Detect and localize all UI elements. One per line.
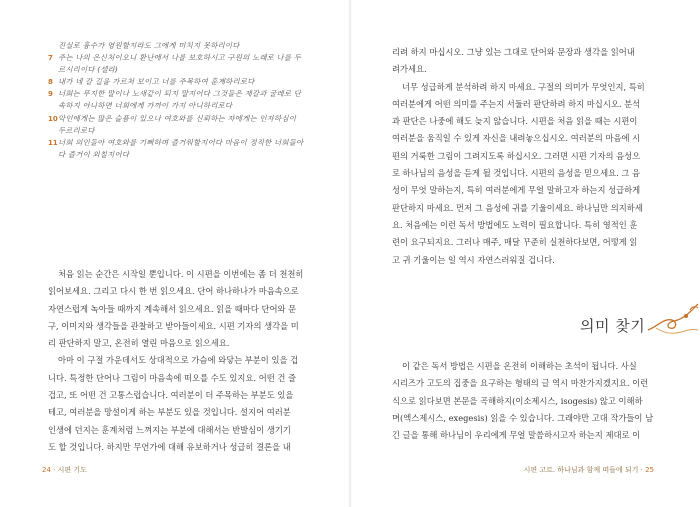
verse-text: 진실로 흉수가 영원할지라도 그에게 미치지 못하리이다 [58,41,240,50]
text-line: 리려 하지 마십시오. 그냥 있는 그대로 단어와 문장과 생각을 읽어내 [392,47,635,57]
text-line: 며(엑스제시스, exegesis) 읽을 수 있습니다. 그래야만 고대 작가들이 남 [392,412,654,423]
text-line: 읽어보세요. 그리고 다시 한 번 읽으세요. 단어 하나하나가 마음속으로 [48,286,299,297]
verse-text: 너희 의인들아 여호와를 기뻐하며 즐거워할지어다 마음이 정직한 너희들아 [58,137,304,147]
running-title: 시편 고르. 하나님과 함께 떠들에 되기 [523,466,639,474]
verse-number [48,125,58,137]
verse-text: 내가 네 갈 길을 가르쳐 보이고 너를 주목하여 훈계하리로다 [58,77,255,87]
text-line: 성이 무엇 말하는지, 특히 여러분에게 무얼 말하고자 하는지 성급하게 [392,185,641,196]
right-body-text-bottom [392,358,654,444]
text-line: 테고, 여러분을 망설이게 하는 부분도 있을 것입니다. 설지어 여러분 [48,407,291,418]
text-line: 겁고, 또 어떤 건 고통스럽습니다. 여러분이 더 주목하는 부분도 있을 [48,390,294,401]
verse-number [48,100,58,112]
verse-text: 악인에게는 많은 슬픔이 있으나 여호와를 신뢰하는 자에게는 인자하심이 [58,113,297,123]
text-line: 려가세요. [392,64,427,75]
verse-line [48,100,308,112]
verse-number: 10 [48,114,58,123]
text-line: 시리즈가 고도의 집중을 요구하는 형태의 글 역시 마찬가지겠지요. 이런 [392,378,649,389]
verse-number: 11 [48,138,58,147]
verse-number [48,40,58,52]
verse-line [48,137,308,149]
text-line: 자연스럽게 녹아들 때까지 계속해서 읽으세요. 읽을 때마다 단어와 문 [48,303,297,314]
verse-text: 다 즐거이 외칠지어다 [58,149,130,159]
verse-line [48,113,308,125]
text-line: 요. 처음에는 이런 독서 방법에도 노력이 필요합니다. 특히 영적인 훈 [392,219,638,230]
section-heading: 의미 찾기 [580,317,646,335]
verse-line [48,40,308,52]
right-folio: 시편 고르. 하나님과 함께 떠들에 되기 · 25 [523,466,654,474]
page-number: 25 [645,466,654,474]
verse-text: 두르리로다 [58,125,95,135]
text-line: 고 귀 기울이는 일 역시 자연스러워질 겁니다. [392,254,555,265]
text-line: 인생에 던지는 훈계처럼 느껴지는 부분에 대해서는 반발심이 생기기 [48,424,291,435]
text-line: 이 같은 독서 방법은 시편을 온전히 이해하는 초석이 됩니다. 사실 [402,361,637,371]
left-folio: 24 · 시편 기도 [42,466,87,474]
verse-line [48,149,308,161]
text-line: 판단하지 마세요. 먼저 그 음성에 귀를 기울이세요. 하나님만 의지하세 [392,202,643,213]
text-line: 처음 읽는 순간은 시작일 뿐입니다. 이 시편을 이번에는 좀 더 천천히 [58,269,304,279]
text-line: 로 하나님의 음성을 듣게 될 것입니다. 시편의 음성을 믿으세요. 그 음 [392,168,641,179]
text-line: 도 할 것입니다. 하지만 무언가에 대해 유보하거나 성급히 결론을 내 [48,441,291,452]
right-page [350,0,700,507]
left-body-text [48,266,308,456]
verse-number [48,149,58,161]
verse-text: 속하지 아니하면 너희에게 가까이 가지 아니하리로다 [58,101,233,111]
verse-line [48,125,308,137]
text-line: 여러분에게 어떤 의미를 주는지 서둘러 판단하려 하지 마십시오. 분석 [392,98,641,109]
flourish-ornament-icon [646,300,700,340]
verse-number: 8 [48,78,53,87]
text-line: 식으로 읽다보면 본문을 곡해하지(이소제시스, isogesis) 않고 이해하 [392,395,643,406]
verse-number: 9 [48,90,53,99]
verse-number [48,64,58,76]
verse-line [48,52,308,64]
verse-number: 7 [48,54,53,63]
page-number: 24 [42,466,51,474]
verse-text: 르시리이다 (셀라) [58,65,119,75]
verse-text: 주는 나의 은신처이오니 환난에서 나를 보호하시고 구원의 노래로 나를 두 [58,53,302,63]
verse-text: 너희는 무지한 말이나 노새같이 되지 말지어다 그것들은 재갈과 굴레로 단 [58,89,302,99]
text-line: 너무 성급하게 분석하려 하지 마세요. 구절의 의미가 무엇인지, 특히 [402,81,645,92]
text-line: 여러분을 움직일 수 있게 자신을 내려놓으십시오. 여러분의 마음에 시 [392,133,641,144]
text-line: 과 판단은 나중에 해도 늦지 않습니다. 시편을 처음 읽을 때는 시편이 [392,116,638,127]
text-line: 련이 요구되지요. 그러나 매주, 매달 꾸준히 실천하다보면, 어떻게 읽 [392,237,638,248]
text-line: 리 판단하지 말고, 온전히 열린 마음으로 읽으세요. [48,338,230,349]
verse-line [48,76,308,88]
right-body-text-top [392,44,654,269]
text-line: 긴 글을 통해 하나님이 우리에게 무얼 말씀하시고자 하는지 제대로 이 [392,430,641,441]
running-title: 시편 기도 [57,466,87,474]
verse-line [48,88,308,100]
text-line: 니다. 특정한 단어나 그림이 마음속에 떠오를 수도 있지요. 어떤 건 즐 [48,372,297,383]
text-line: 아마 이 구절 가운데서도 상대적으로 가슴에 와닿는 부분이 있을 겁 [58,355,299,366]
text-line: 편의 거룩한 그림이 그려지도록 하십시오. 그러면 시편 기자의 음성으 [392,150,641,161]
verse-line [48,64,308,76]
text-line: 구, 이미지와 생각들을 관찰하고 받아들이세요. 시편 기자의 생각을 미 [48,320,299,331]
psalm-verse-block [48,40,308,161]
